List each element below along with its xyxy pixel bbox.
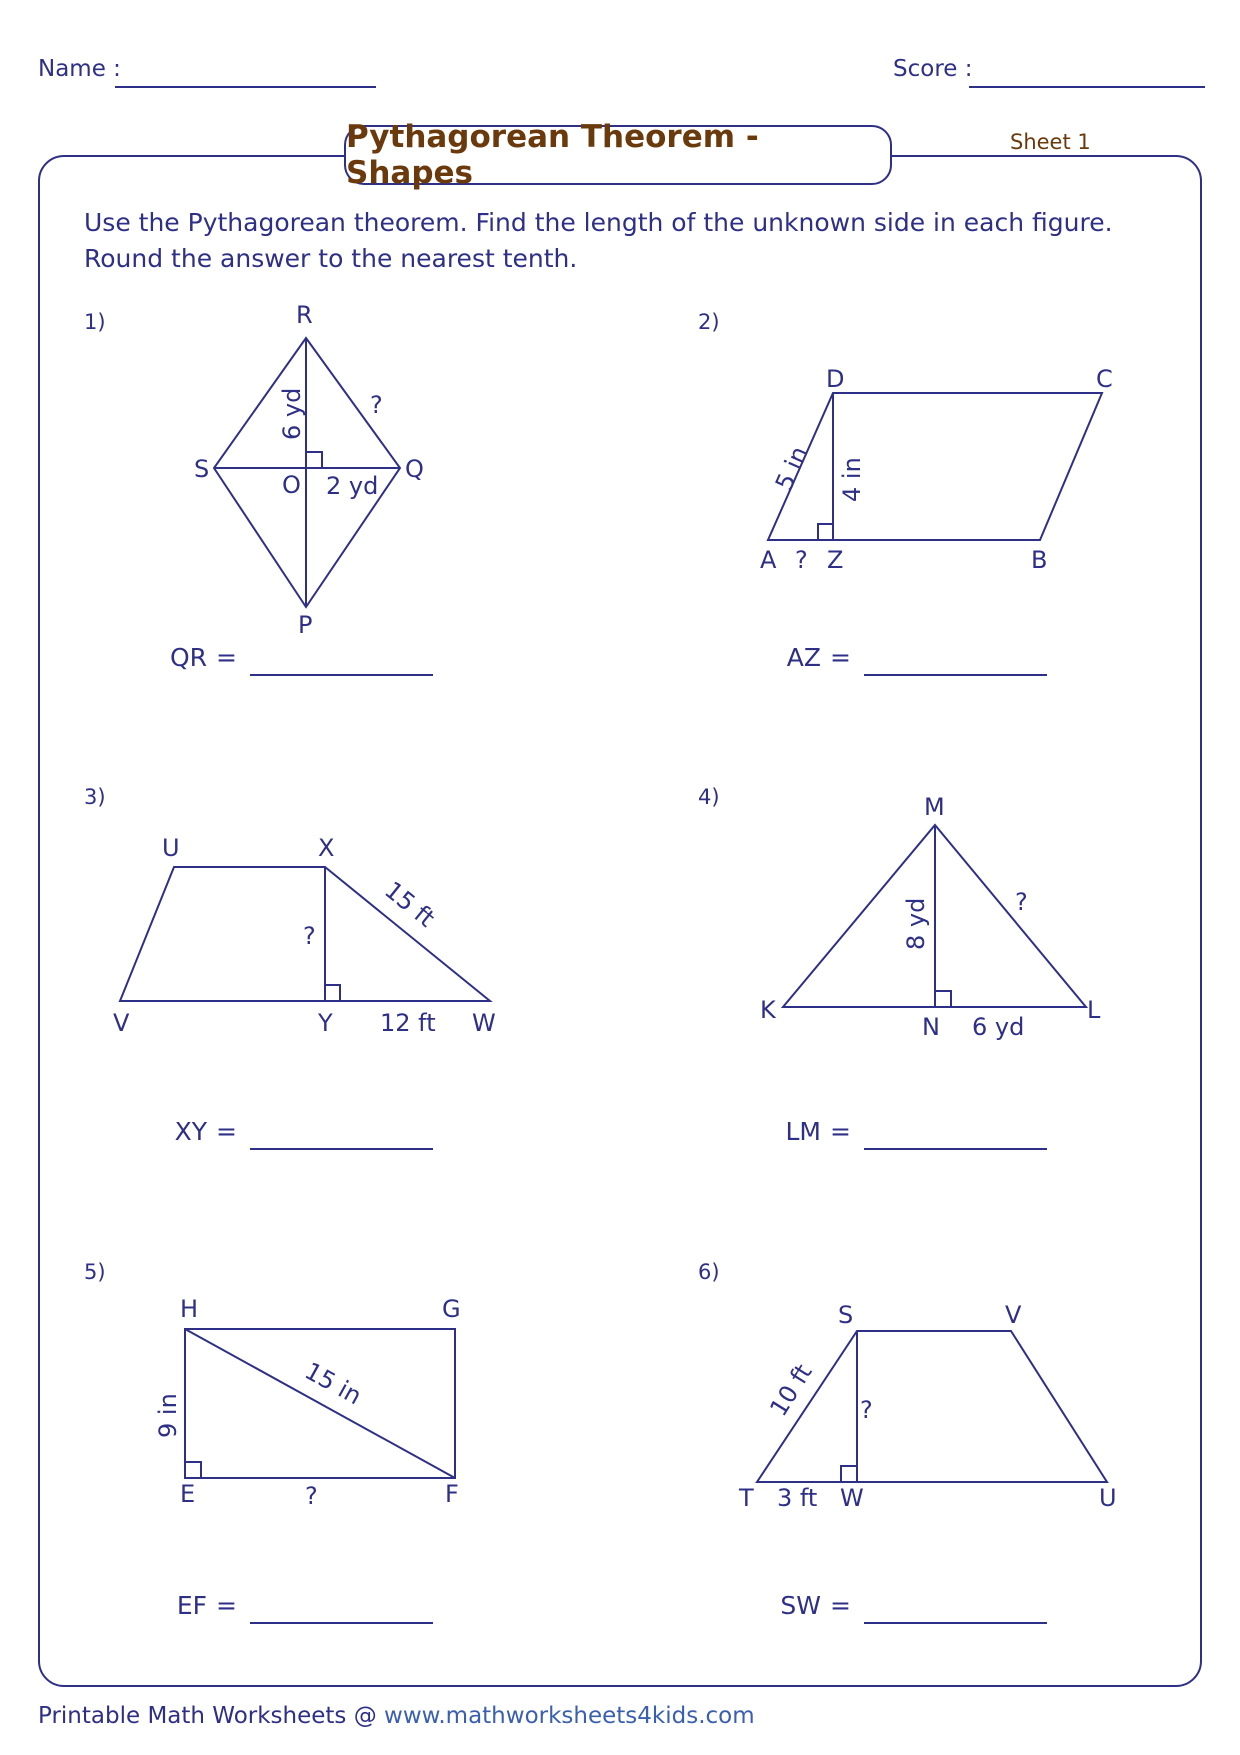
vertex-label: C: [1096, 365, 1113, 393]
score-label: Score :: [893, 56, 973, 82]
vertex-label: V: [1005, 1301, 1022, 1329]
vertex-label: S: [194, 455, 210, 483]
trapezoid-figure-2: [757, 1331, 1107, 1482]
unknown-mark: ?: [303, 922, 316, 950]
vertex-label: Y: [318, 1009, 333, 1037]
side-measure: 10 ft: [764, 1359, 818, 1422]
answer-4-field[interactable]: [864, 1148, 1047, 1150]
side-measure: 4 in: [838, 457, 866, 502]
problem-3-number: 3): [84, 785, 106, 809]
vertex-label: S: [838, 1301, 854, 1329]
vertex-label: L: [1087, 996, 1101, 1024]
answer-2-field[interactable]: [864, 674, 1047, 676]
instructions: Use the Pythagorean theorem. Find the length of the unknown side in each figure. Round the answer to the nearest tenth.: [84, 208, 1113, 273]
vertex-label: G: [442, 1295, 461, 1323]
answer-6-label: SW: [780, 1591, 821, 1620]
vertex-label: B: [1031, 546, 1048, 574]
side-measure: 5 in: [769, 442, 814, 495]
answer-5-field[interactable]: [250, 1622, 433, 1624]
footer-link[interactable]: www.mathworksheets4kids.com: [384, 1703, 755, 1729]
problem-5-number: 5): [84, 1260, 106, 1284]
vertex-label: Z: [827, 546, 844, 574]
vertex-label: Q: [405, 455, 424, 483]
vertex-label: W: [840, 1484, 864, 1512]
unknown-mark: ?: [1015, 888, 1028, 916]
name-label: Name :: [38, 56, 121, 82]
answer-1-label: QR: [169, 643, 207, 672]
equals-sign: =: [216, 1591, 237, 1620]
rectangle-figure: [185, 1329, 455, 1478]
unknown-mark: ?: [305, 1482, 318, 1510]
vertex-label: N: [922, 1013, 940, 1041]
equals-sign: =: [216, 1117, 237, 1146]
vertex-label: E: [180, 1480, 196, 1508]
vertex-label: R: [296, 301, 313, 329]
problem-6-number: 6): [698, 1260, 720, 1284]
equals-sign: =: [216, 643, 237, 672]
answer-4-label: LM: [785, 1117, 821, 1146]
vertex-label: K: [760, 996, 776, 1024]
side-measure: 2 yd: [326, 472, 379, 500]
vertex-label: D: [826, 365, 845, 393]
answer-3-field[interactable]: [250, 1148, 433, 1150]
equals-sign: =: [830, 1591, 851, 1620]
answer-3-label: XY: [174, 1117, 207, 1146]
side-measure: 8 yd: [902, 897, 930, 950]
unknown-mark: ?: [860, 1396, 873, 1424]
vertex-label: H: [180, 1295, 199, 1323]
side-measure: 9 in: [154, 1393, 182, 1438]
parallelogram-figure: [768, 393, 1102, 540]
unknown-mark: ?: [795, 546, 808, 574]
side-measure: 3 ft: [777, 1484, 818, 1512]
answer-5-label: EF: [176, 1591, 207, 1620]
footer-text: Printable Math Worksheets @: [38, 1703, 385, 1729]
vertex-label: P: [298, 611, 313, 639]
vertex-label: V: [113, 1009, 130, 1037]
equals-sign: =: [830, 1117, 851, 1146]
answer-2-label: AZ: [786, 643, 821, 672]
answer-1-field[interactable]: [250, 674, 433, 676]
vertex-label: T: [739, 1484, 754, 1512]
problem-1-number: 1): [84, 310, 106, 334]
unknown-mark: ?: [370, 391, 383, 419]
vertex-label: M: [924, 793, 945, 821]
side-measure: 6 yd: [278, 387, 306, 440]
side-measure: 12 ft: [380, 1009, 436, 1037]
vertex-label: W: [472, 1009, 496, 1037]
footer: [38, 1703, 755, 1729]
vertex-label: U: [162, 834, 180, 862]
problem-2-number: 2): [698, 310, 720, 334]
vertex-label: A: [760, 546, 777, 574]
triangle-figure: [783, 825, 1086, 1007]
vertex-label: U: [1099, 1484, 1117, 1512]
side-measure: 6 yd: [972, 1013, 1025, 1041]
equals-sign: =: [830, 643, 851, 672]
side-measure: 15 in: [300, 1356, 367, 1411]
answer-6-field[interactable]: [864, 1622, 1047, 1624]
vertex-label: F: [445, 1480, 459, 1508]
problem-4-number: 4): [698, 785, 720, 809]
page-title: Pythagorean Theorem - Shapes: [346, 119, 759, 191]
side-measure: 15 ft: [379, 875, 441, 933]
vertex-label: O: [282, 471, 301, 499]
sheet-number: Sheet 1: [1010, 130, 1091, 154]
vertex-label: X: [318, 834, 335, 862]
